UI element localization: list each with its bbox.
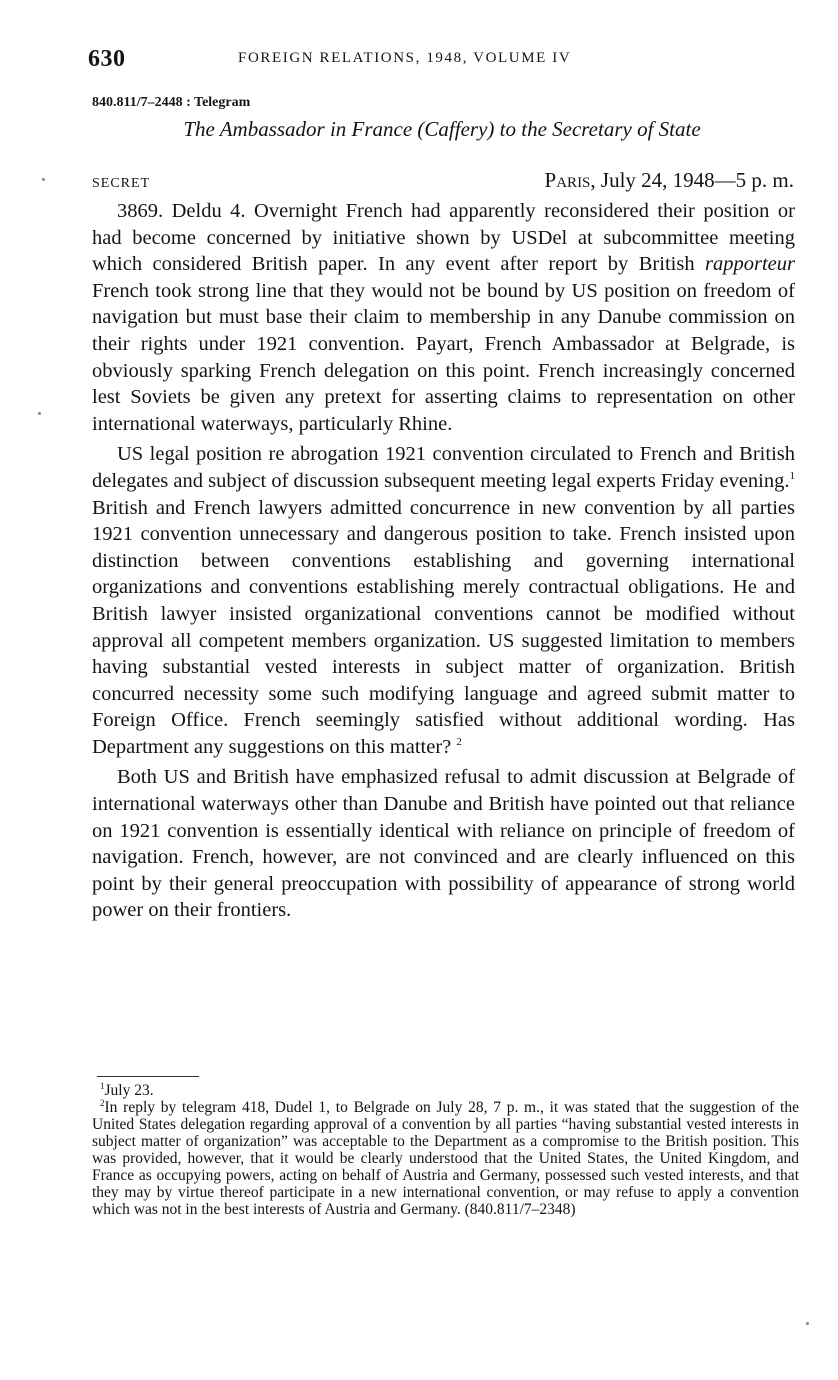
body-paragraph-1-part-a: 3869. Deldu 4. Overnight French had apparently reconsidered their position or had become concerned by initiative shown by USDel at subcommittee meeting which considered British paper. In any event after report by British xyxy=(92,200,795,276)
classification-label: SECRET xyxy=(92,176,151,191)
footnote-1-mark: 1 xyxy=(100,1080,105,1091)
dateline-date: July 24, 1948—5 p. m. xyxy=(600,168,794,192)
body-paragraph-2-part-a: US legal position re abrogation 1921 convention circulated to French and British delegates and subject of discussion subsequent meeting legal experts Friday evening. xyxy=(92,443,795,492)
footnote-2-mark: 2 xyxy=(100,1097,105,1108)
body-paragraph-1 xyxy=(92,198,795,437)
scan-speck xyxy=(38,412,41,415)
scan-speck xyxy=(806,1322,809,1325)
body-paragraph-2-part-b: British and French lawyers admitted concurrence in new convention by all parties 1921 convention unnecessary and dangerous position to take. French insisted upon distinction between conventions establishing and governing international organizations and conventions establishing merely contractual obligations. He and British lawyer insisted organizational conventions cannot be modified without approval all competent members organization. US suggested limitation to members having substantial vested interests in subject matter of organization. British concurred necessity some such modifying language and agreed submit matter to Foreign Office. French seemingly satisfied without additional wording. Has Department any suggestions on this matter? xyxy=(92,496,795,758)
body-paragraph-1-part-b: French took strong line that they would not be bound by US position on freedom of navigation but must base their claim to membership in any Danube commission on their rights under 1921 convention. Payart, French Ambassador at Belgrade, is obviously sparking French delegation on this point. French increasingly concerned lest Soviets be given any pretext for asserting claims to representation on other international waterways, particularly Rhine. xyxy=(92,279,795,435)
dateline-place: Paris, xyxy=(544,168,596,192)
footnote-2 xyxy=(92,1099,799,1218)
footnote-reference-2: 2 xyxy=(456,736,462,749)
page-number: 630 xyxy=(88,46,126,72)
footnotes xyxy=(92,1082,799,1218)
dateline xyxy=(545,168,794,193)
footnote-1 xyxy=(92,1082,799,1099)
telegram-body xyxy=(92,198,795,928)
footnote-2-text: In reply by telegram 418, Dudel 1, to Belgrade on July 28, 7 p. m., it was stated that the suggestion of the United States delegation regarding approval of a convention by all parties “having substantial vested interests in subject matter of organization” was acceptable to the Department as a compromise to the British position. This was provided, however, that it would be clearly understood that the United States, the United Kingdom, and France as occupying powers, acting on behalf of Austria and Germany, possessed such vested interests, and that they may by virtue thereof participate in a new international convention, or may refuse to apply a convention which was not in the best interests of Austria and Germany. (840.811/7–2348) xyxy=(92,1099,799,1218)
footnote-reference-1: 1 xyxy=(789,470,795,483)
body-paragraph-3: Both US and British have emphasized refusal to admit discussion at Belgrade of international waterways other than Danube and British have pointed out that reliance on 1921 convention is essentially identical with reliance on principle of freedom of navigation. French, however, are not convinced and are clearly influenced on this point by their general preoccupation with possibility of appearance of strong world power on their frontiers. xyxy=(92,766,795,922)
running-head: FOREIGN RELATIONS, 1948, VOLUME IV xyxy=(238,50,572,66)
italic-term: rapporteur xyxy=(705,253,796,276)
body-paragraph-2 xyxy=(92,441,795,760)
footnote-1-text: July 23. xyxy=(104,1082,154,1099)
file-reference: 840.811/7–2448 : Telegram xyxy=(92,95,251,110)
scan-speck xyxy=(42,178,45,181)
document-title: The Ambassador in France (Caffery) to the Secretary of State xyxy=(183,117,701,141)
footnote-divider xyxy=(97,1076,199,1077)
page-header xyxy=(88,46,808,76)
